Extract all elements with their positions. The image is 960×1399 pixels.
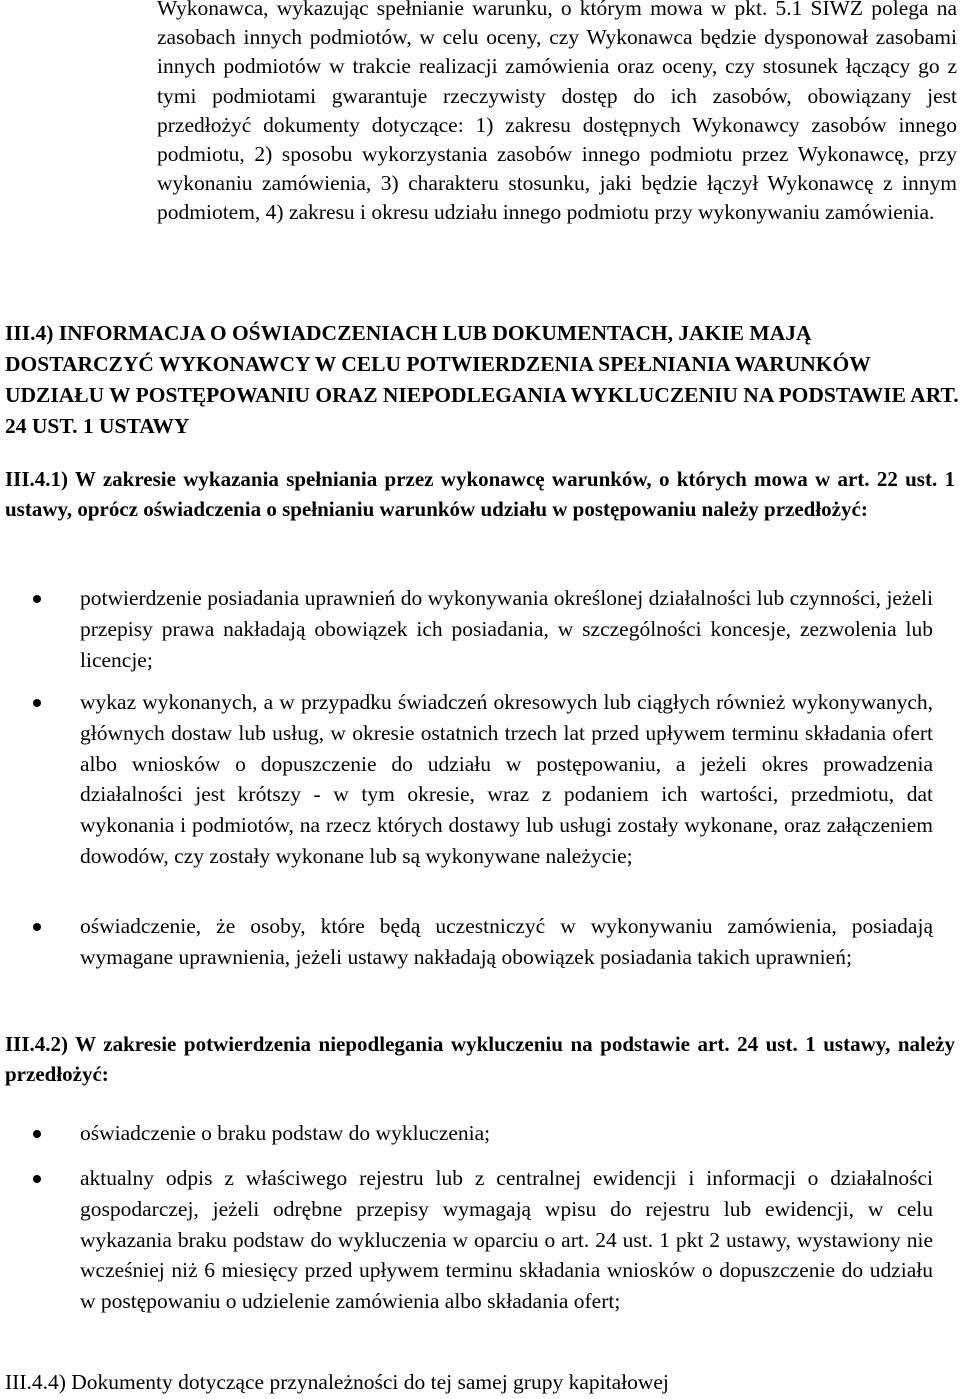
- bullet-icon: [33, 595, 41, 603]
- requirements-list-2: [0, 1118, 960, 1317]
- requirements-list-1: [0, 583, 960, 973]
- list-item: [0, 1163, 960, 1317]
- subsection-heading-iii-4-4: III.4.4) Dokumenty dotyczące przynależności do tej samej grupy kapitałowej: [5, 1370, 669, 1394]
- bullet-icon: [33, 923, 41, 931]
- list-item-text: aktualny odpis z właściwego rejestru lub z centralnej ewidencji i informacji o działalności gospodarczej, jeżeli odrębne przepisy wymagają wpisu do rejestru lub ewidencji, w celu wykazania braku podstaw do wykluczenia w oparciu o art. 24 ust. 1 pkt 2 ustawy, wystawiony nie wcześniej niż 6 miesięcy przed upływem terminu składania wniosków o dopuszczenie do udziału w postępowaniu o udzielenie zamówienia albo składania ofert;: [80, 1166, 933, 1314]
- list-item: [0, 1118, 960, 1163]
- list-item: [0, 583, 960, 687]
- bullet-icon: [33, 699, 41, 707]
- bullet-icon: [33, 1130, 41, 1138]
- list-item: [0, 911, 960, 973]
- list-item-text: oświadczenie o braku podstaw do wykluczenia;: [80, 1121, 491, 1145]
- bullet-icon: [33, 1175, 41, 1183]
- list-item-text: wykaz wykonanych, a w przypadku świadczeń okresowych lub ciągłych również wykonywanych, głównych dostaw lub usług, w okresie ostatnich trzech lat przed upływem terminu składania ofert albo wniosków o dopuszczenie do udziału w postępowaniu, a jeżeli okres prowadzenia działalności jest krótszy - w tym okresie, wraz z podaniem ich wartości, przedmiotu, dat wykonania i podmiotów, na rzecz których dostawy lub usługi zostały wykonane, oraz załączeniem dowodów, czy zostały wykonane lub są wykonywane należycie;: [80, 690, 933, 868]
- section-heading-iii-4: III.4) INFORMACJA O OŚWIADCZENIACH LUB DOKUMENTACH, JAKIE MAJĄ DOSTARCZYĆ WYKONAWCY W CELU POTWIERDZENIA SPEŁNIANIA WARUNKÓW UDZIAŁU W POSTĘPOWANIU ORAZ NIEPODLEGANIA WYKLUCZENIU NA PODSTAWIE ART. 24 UST. 1 USTAWY: [5, 321, 959, 438]
- subsection-heading-iii-4-2: III.4.2) W zakresie potwierdzenia niepodlegania wykluczeniu na podstawie art. 24 ust. 1 ustawy, należy przedłożyć:: [5, 1032, 955, 1086]
- list-item: [0, 687, 960, 911]
- list-item-text: oświadczenie, że osoby, które będą uczestniczyć w wykonywaniu zamówienia, posiadają wymagane uprawnienia, jeżeli ustawy nakładają obowiązek posiadania takich uprawnień;: [80, 914, 933, 969]
- subsection-heading-iii-4-1: III.4.1) W zakresie wykazania spełniania przez wykonawcę warunków, o których mowa w art. 22 ust. 1 ustawy, oprócz oświadczenia o spełnianiu warunków udziału w postępowaniu należy przedłożyć:: [5, 467, 955, 521]
- list-item-text: potwierdzenie posiadania uprawnień do wykonywania określonej działalności lub czynności, jeżeli przepisy prawa nakładają obowiązek ich posiadania, w szczególności koncesje, zezwolenia lub licencje;: [80, 586, 933, 672]
- intro-paragraph: Wykonawca, wykazując spełnianie warunku, o którym mowa w pkt. 5.1 SIWZ polega na zasobach innych podmiotów, w celu oceny, czy Wykonawca będzie dysponował zasobami innych podmiotów w trakcie realizacji zamówienia oraz oceny, czy stosunek łączący go z tymi podmiotami gwarantuje rzeczywisty dostęp do ich zasobów, obowiązany jest przedłożyć dokumenty dotyczące: 1) zakresu dostępnych Wykonawcy zasobów innego podmiotu, 2) sposobu wykorzystania zasobów innego podmiotu przez Wykonawcę, przy wykonaniu zamówienia, 3) charakteru stosunku, jaki będzie łączył Wykonawcę z innym podmiotem, 4) zakresu i okresu udziału innego podmiotu przy wykonywaniu zamówienia.: [157, 0, 957, 225]
